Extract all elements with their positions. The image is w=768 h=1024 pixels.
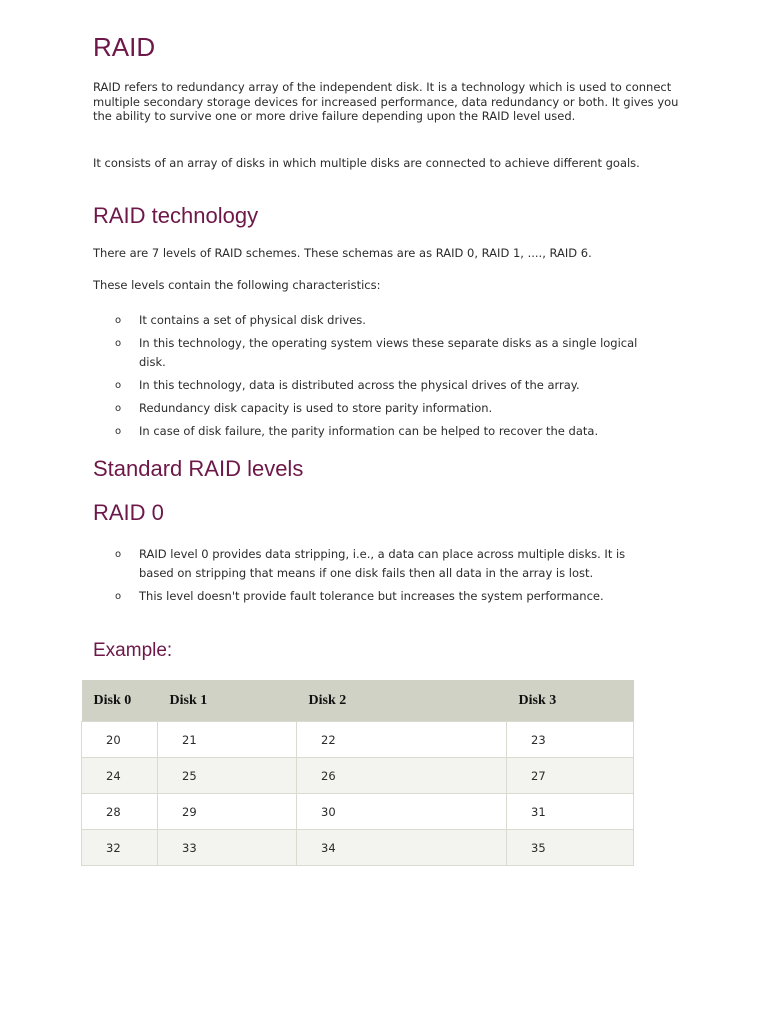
table-cell: 20: [82, 722, 158, 758]
bullet-marker: o: [115, 426, 122, 437]
table-row: [82, 722, 634, 758]
list-item-text: In this technology, data is distributed across the physical drives of the array.: [139, 378, 580, 392]
bullet-marker: o: [115, 338, 122, 349]
section-heading-raid0: RAID 0: [93, 500, 164, 525]
table-cell: 28: [82, 794, 158, 830]
bullet-marker: o: [115, 315, 122, 326]
technology-paragraph-2: These levels contain the following characteristics:: [93, 278, 381, 292]
page-title: RAID: [93, 32, 156, 62]
bullet-marker: o: [115, 380, 122, 391]
list-item: [93, 422, 693, 441]
example-table: [81, 680, 634, 866]
bullet-marker: o: [115, 549, 122, 560]
section-heading-standard-levels: Standard RAID levels: [93, 456, 304, 481]
table-cell: 27: [507, 758, 634, 794]
table-cell: 30: [297, 794, 507, 830]
list-item: [93, 545, 693, 583]
column-header: Disk 1: [158, 680, 297, 722]
technology-paragraph-1: There are 7 levels of RAID schemes. These schemas are as RAID 0, RAID 1, ...., RAID 6.: [93, 246, 592, 260]
list-item: [93, 399, 693, 418]
list-item-text: In this technology, the operating system views these separate disks as a single logical disk.: [139, 336, 638, 369]
table-cell: 24: [82, 758, 158, 794]
list-item-text: Redundancy disk capacity is used to store parity information.: [139, 401, 493, 415]
column-header: Disk 2: [297, 680, 507, 722]
table-cell: 33: [158, 830, 297, 866]
column-header: Disk 0: [82, 680, 158, 722]
table-cell: 22: [297, 722, 507, 758]
characteristics-list: [93, 311, 693, 445]
table-cell: 26: [297, 758, 507, 794]
table-row: [82, 830, 634, 866]
list-item: [93, 311, 693, 330]
list-item-text: In case of disk failure, the parity information can be helped to recover the data.: [139, 424, 599, 438]
table-row: [82, 794, 634, 830]
table-row: [82, 758, 634, 794]
intro-paragraph-1: RAID refers to redundancy array of the independent disk. It is a technology which is used to connect multiple secondary storage devices for increased performance, data redundancy or both. It gives you the ability to survive one or more drive failure depending upon the RAID level used.: [93, 80, 679, 124]
table-cell: 23: [507, 722, 634, 758]
table-cell: 31: [507, 794, 634, 830]
list-item-text: RAID level 0 provides data stripping, i.e., a data can place across multiple disks. It is based on stripping that means if one disk fails then all data in the array is lost.: [139, 547, 626, 580]
column-header: Disk 3: [507, 680, 634, 722]
table-cell: 29: [158, 794, 297, 830]
table-cell: 21: [158, 722, 297, 758]
intro-paragraph-2: It consists of an array of disks in which multiple disks are connected to achieve different goals.: [93, 156, 640, 170]
table-cell: 32: [82, 830, 158, 866]
bullet-marker: o: [115, 403, 122, 414]
raid0-list: [93, 545, 693, 610]
section-heading-technology: RAID technology: [93, 203, 259, 228]
table-cell: 34: [297, 830, 507, 866]
table-cell: 35: [507, 830, 634, 866]
list-item-text: It contains a set of physical disk drives.: [139, 313, 366, 327]
list-item-text: This level doesn't provide fault tolerance but increases the system performance.: [139, 589, 604, 603]
list-item: [93, 376, 693, 395]
table-cell: 25: [158, 758, 297, 794]
bullet-marker: o: [115, 591, 122, 602]
table-header-row: [82, 680, 634, 722]
list-item: [93, 587, 693, 606]
example-heading: Example:: [93, 640, 173, 661]
list-item: [93, 334, 693, 372]
